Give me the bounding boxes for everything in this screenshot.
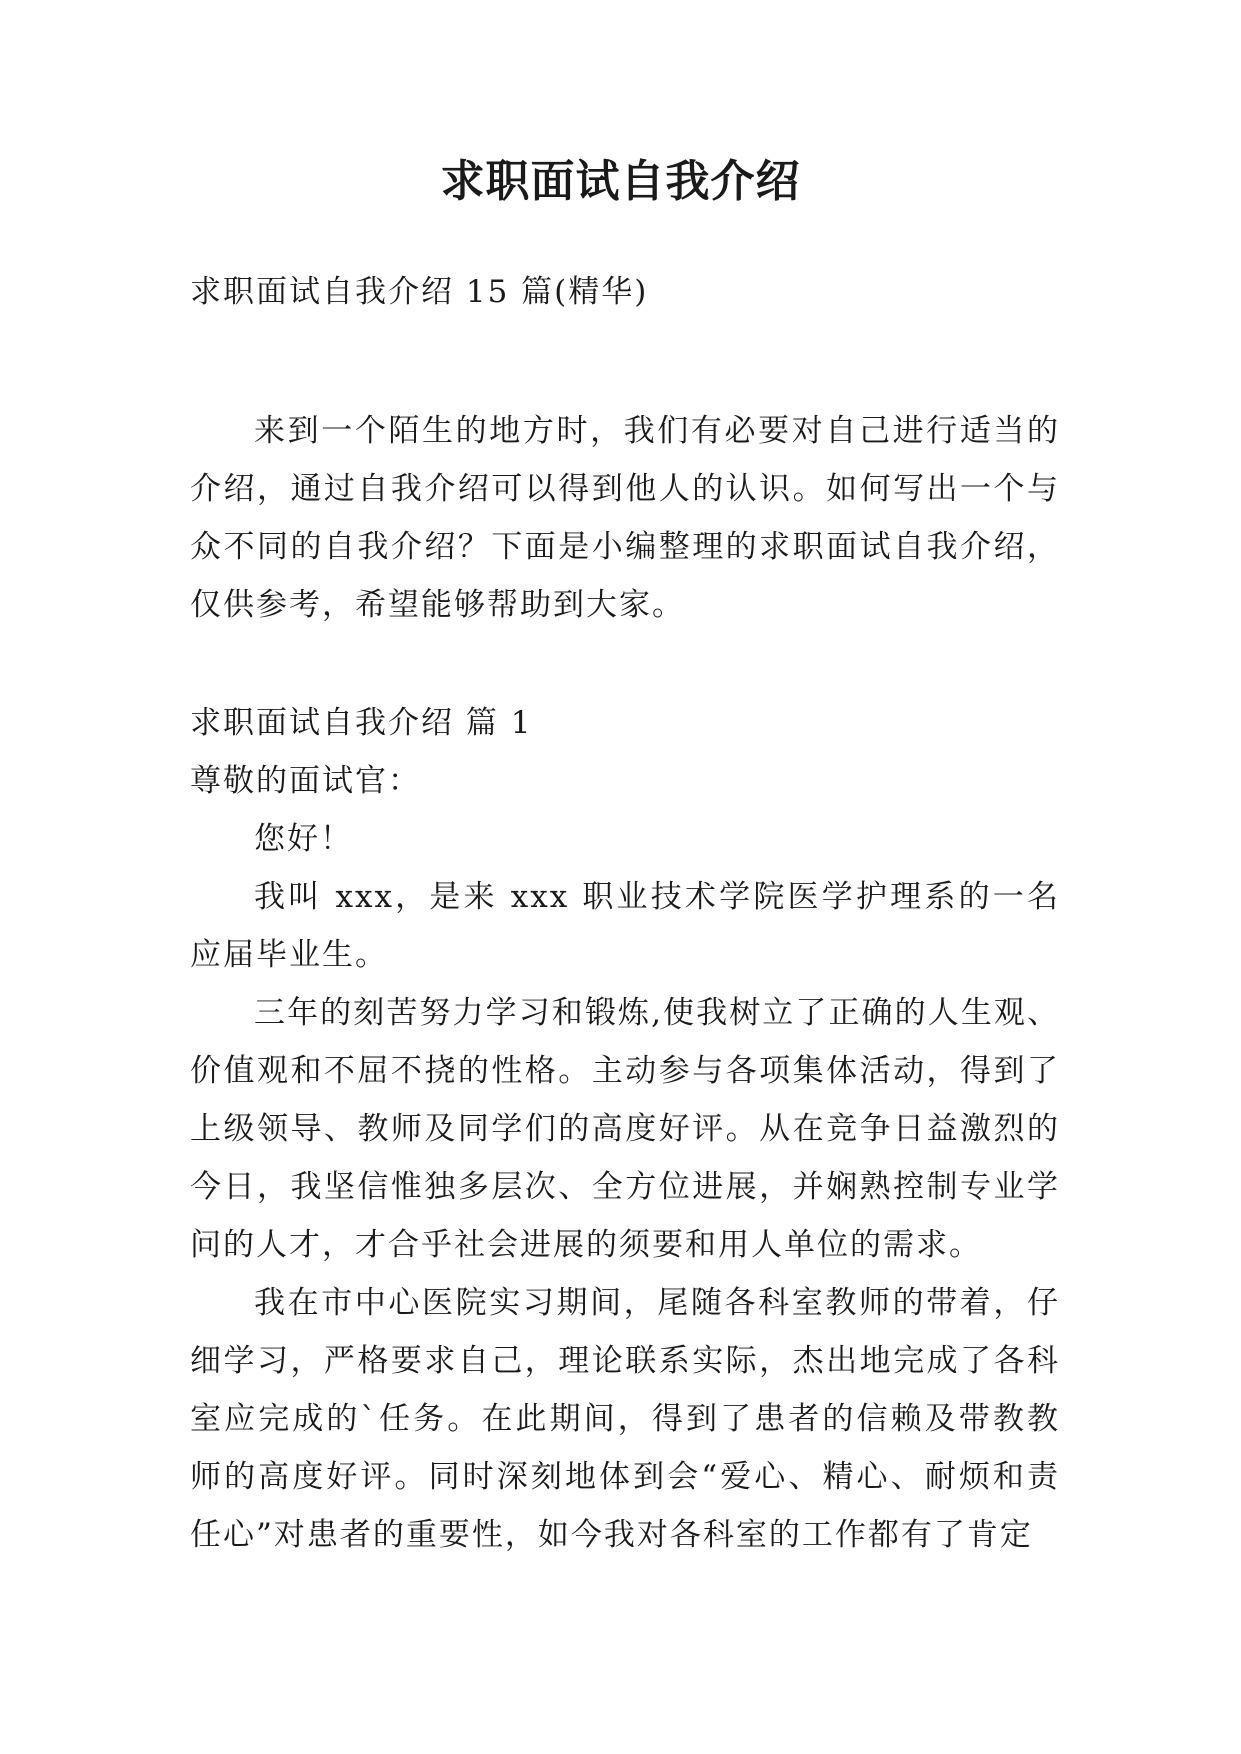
intro-paragraph: 来到一个陌生的地方时，我们有必要对自己进行适当的介绍，通过自我介绍可以得到他人的认识。如何写出一个与众不同的自我介绍？下面是小编整理的求职面试自我介绍，仅供参考，希望能够帮助到大家。: [190, 413, 1060, 623]
document-subtitle: 求职面试自我介绍 15 篇(精华): [190, 274, 649, 310]
body-paragraph: 我在市中心医院实习期间，尾随各科室教师的带着，仔细学习，严格要求自己，理论联系实际，杰出地完成了各科室应完成的`任务。在此期间，得到了患者的信赖及带教教师的高度好评。同时深刻地体到会“爱心、精心、耐烦和责任心”对患者的重要性，如今我对各科室的工作都有了肯定: [190, 1285, 1060, 1553]
document-title: 求职面试自我介绍: [440, 156, 801, 207]
body-paragraph: 我叫 xxx，是来 xxx 职业技术学院医学护理系的一名应届毕业生。: [190, 879, 1060, 973]
greeting: 您好！: [254, 821, 353, 857]
salutation: 尊敬的面试官：: [190, 763, 421, 799]
document-body: [190, 260, 1060, 1564]
body-paragraph: 三年的刻苦努力学习和锻炼,使我树立了正确的人生观、价值观和不屈不挠的性格。主动参与各项集体活动，得到了上级领导、教师及同学们的高度好评。从在竞争日益激烈的今日，我坚信惟独多层次、全方位进展，并娴熟控制专业学问的人才，才合乎社会进展的须要和用人单位的需求。: [190, 995, 1060, 1263]
spacer: [190, 324, 1060, 402]
section-heading: 求职面试自我介绍 篇 1: [190, 705, 533, 741]
spacer: [190, 634, 1060, 694]
